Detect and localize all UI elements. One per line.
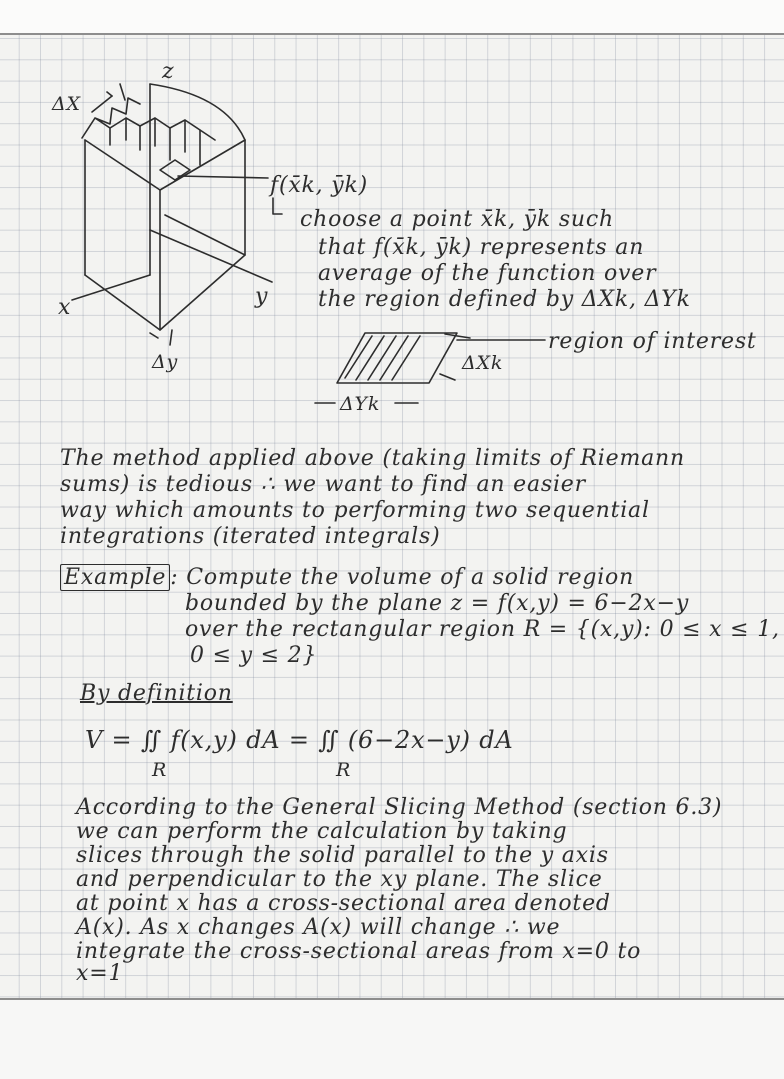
region-hatching <box>345 336 420 380</box>
x-axis-label: x <box>58 295 72 320</box>
function-label: f(x̄k, ȳk) <box>270 173 368 198</box>
example-line-2: bounded by the plane z = f(x,y) = 6−2x−y <box>185 591 690 616</box>
paragraph1-line-1: The method applied above (taking limits of Riemann <box>60 446 685 471</box>
paragraph1-line-2: sums) is tedious ∴ we want to find an easier <box>60 472 586 497</box>
region-of-interest-parallelogram <box>337 333 457 383</box>
definition-equation: V = ∬ f(x,y) dA = ∬ (6−2x−y) dA <box>85 726 514 754</box>
paragraph2-line-7: integrate the cross-sectional areas from x=0 to <box>76 939 642 964</box>
note-line-3: average of the function over <box>318 261 657 286</box>
example-text-1: : Compute the volume of a solid region <box>170 565 635 590</box>
definition-sub-r2: R <box>336 759 352 781</box>
paragraph2-line-2: we can perform the calculation by taking <box>76 819 568 844</box>
delta-x-label: ΔX <box>52 93 81 115</box>
example-label: Example <box>60 564 170 591</box>
region-dx-label: ΔXk <box>462 352 504 374</box>
z-axis-label: z <box>162 59 175 84</box>
note-line-2: that f(x̄k, ȳk) represents an <box>318 235 645 260</box>
paragraph2-line-1: According to the General Slicing Method (section 6.3) <box>76 795 723 820</box>
region-of-interest-label: region of interest <box>548 329 757 354</box>
base-region-outline <box>85 215 245 330</box>
note-line-1: choose a point x̄k, ȳk such <box>300 207 614 232</box>
x-axis-line <box>72 275 150 300</box>
example-line-3: over the rectangular region R = {(x,y): 0 ≤ x ≤ 1, <box>185 617 780 642</box>
paragraph2-line-6: A(x). As x changes A(x) will change ∴ we <box>76 915 561 940</box>
paragraph2-line-4: and perpendicular to the xy plane. The slice <box>76 867 603 892</box>
paragraph2-line-3: slices through the solid parallel to the y axis <box>76 843 609 868</box>
note-line-4: the region defined by ΔXk, ΔYk <box>318 287 691 312</box>
region-dy-label: ΔYk <box>340 393 381 415</box>
paragraph1-line-3: way which amounts to performing two sequential <box>60 498 650 523</box>
top-surface-curve <box>150 84 245 140</box>
delta-y-label: Δy <box>152 351 179 373</box>
paragraph1-line-4: integrations (iterated integrals) <box>60 524 441 549</box>
definition-heading: By definition <box>80 681 233 706</box>
paragraph2-line-5: at point x has a cross-sectional area denoted <box>76 891 611 916</box>
example-line-4: 0 ≤ y ≤ 2} <box>190 643 318 668</box>
y-axis-label: y <box>255 284 269 309</box>
definition-sub-r1: R <box>152 759 168 781</box>
example-line-1 <box>60 566 634 590</box>
paragraph2-line-8: x=1 <box>76 961 124 986</box>
